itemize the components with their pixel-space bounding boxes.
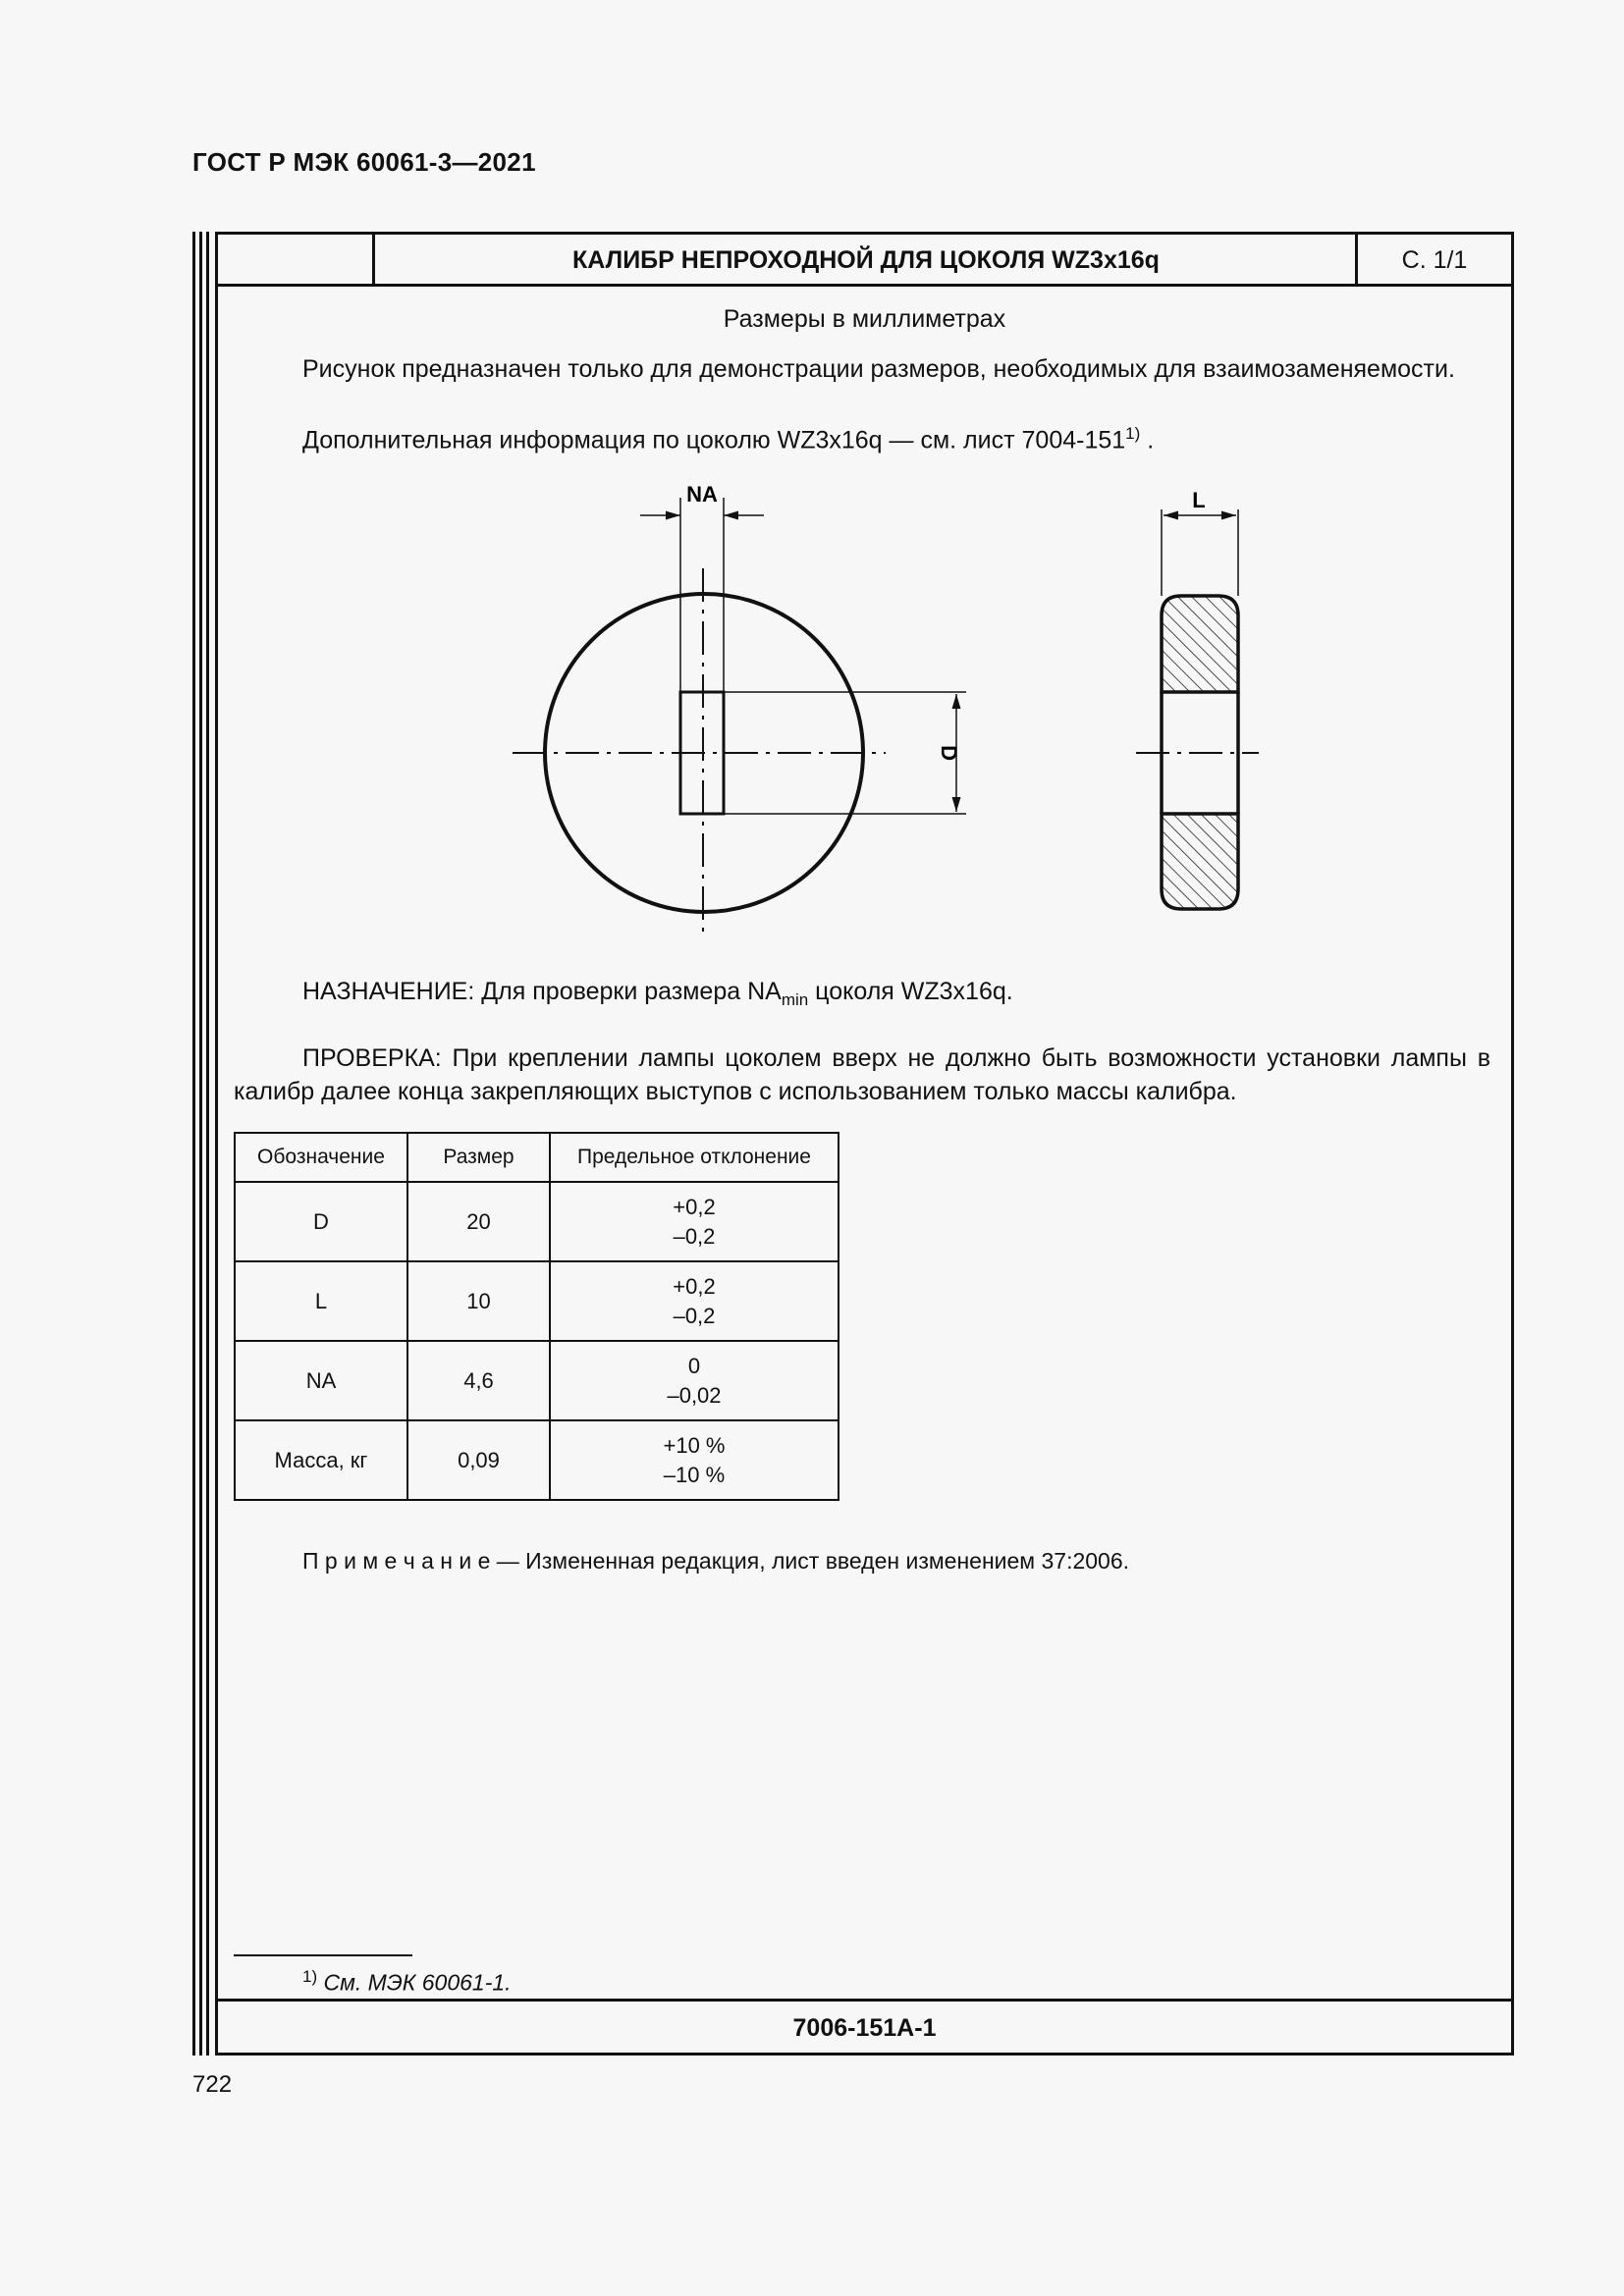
deviation-lower: –0,2 [673,1303,716,1328]
deviation-upper: +10 % [663,1432,726,1458]
size-cell: 10 [407,1261,550,1341]
sheet-page-label: С. 1/1 [1355,235,1511,284]
deviation-cell [550,1261,839,1341]
document-header: ГОСТ Р МЭК 60061-3—2021 [192,147,536,177]
margin-rule [199,232,202,2056]
margin-rule [192,232,195,2056]
d-label: D [937,745,961,761]
intro-paragraph: Рисунок предназначен только для демонстрации размеров, необходимых для взаимозаменяемости. [302,355,1455,383]
deviation-upper: +0,2 [673,1194,716,1219]
intro-reference-text: Дополнительная информация по цоколю WZ3x16q — см. лист 7004-151 [302,426,1126,454]
deviation-lower: –0,2 [673,1223,716,1249]
gauge-drawing [218,235,1511,941]
gauge-side-upper-section [1162,596,1238,692]
purpose-subscript: min [781,990,809,1009]
dimensions-note: Размеры в миллиметрах [723,305,1006,333]
column-header: Обозначение [235,1133,407,1182]
na-label: NA [686,482,718,507]
deviation-cell [550,1341,839,1420]
column-header: Размер [407,1133,550,1182]
l-label: L [1192,488,1206,512]
margin-rule [206,232,209,2056]
footnote-separator [234,1954,412,1956]
footnote-text: См. МЭК 60061-1. [317,1969,512,1996]
deviation-cell [550,1420,839,1500]
column-header: Предельное отклонение [550,1133,839,1182]
size-cell: 0,09 [407,1420,550,1500]
footnote-mark: 1) [302,1967,318,1986]
symbol-cell: Масса, кг [235,1420,407,1500]
drawing-sheet-frame [215,232,1514,2056]
deviation-lower: –0,02 [667,1382,722,1408]
deviation-cell [550,1182,839,1261]
note-text: — Измененная редакция, лист введен изменением 37:2006. [490,1548,1130,1574]
size-cell: 4,6 [407,1341,550,1420]
table-row [235,1341,839,1420]
purpose-text: НАЗНАЧЕНИЕ: Для проверки размера NA [302,978,782,1005]
symbol-cell: NA [235,1341,407,1420]
table-row [235,1261,839,1341]
purpose-end: цоколя WZ3x16q. [808,978,1013,1005]
intro-reference-end: . [1140,426,1155,454]
footnote [302,1960,512,2000]
check-paragraph: ПРОВЕРКА: При креплении лампы цоколем вверх не должно быть возможности установки лампы в калибр далее конца закрепляющих выступов с использованием только массы калибра. [234,1044,1490,1105]
symbol-cell: L [235,1261,407,1341]
size-cell: 20 [407,1182,550,1261]
dimensions-table [234,1132,839,1501]
purpose-paragraph [302,975,1013,1017]
table-header-row [235,1133,839,1182]
symbol-cell: D [235,1182,407,1261]
footnote-ref: 1) [1125,424,1141,443]
table-row [235,1420,839,1500]
sheet-number: 7006-151А-1 [218,1999,1511,2053]
deviation-lower: –10 % [663,1462,726,1487]
note-paragraph [302,1544,1129,1577]
deviation-upper: +0,2 [673,1273,716,1299]
note-label: П р и м е ч а н и е [302,1548,491,1574]
deviation-upper: 0 [687,1353,701,1378]
table-row [235,1182,839,1261]
sheet-title: КАЛИБР НЕПРОХОДНОЙ ДЛЯ ЦОКОЛЯ WZ3x16q [572,246,1160,274]
page-number: 722 [192,2071,233,2098]
gauge-side-lower-section [1162,814,1238,909]
